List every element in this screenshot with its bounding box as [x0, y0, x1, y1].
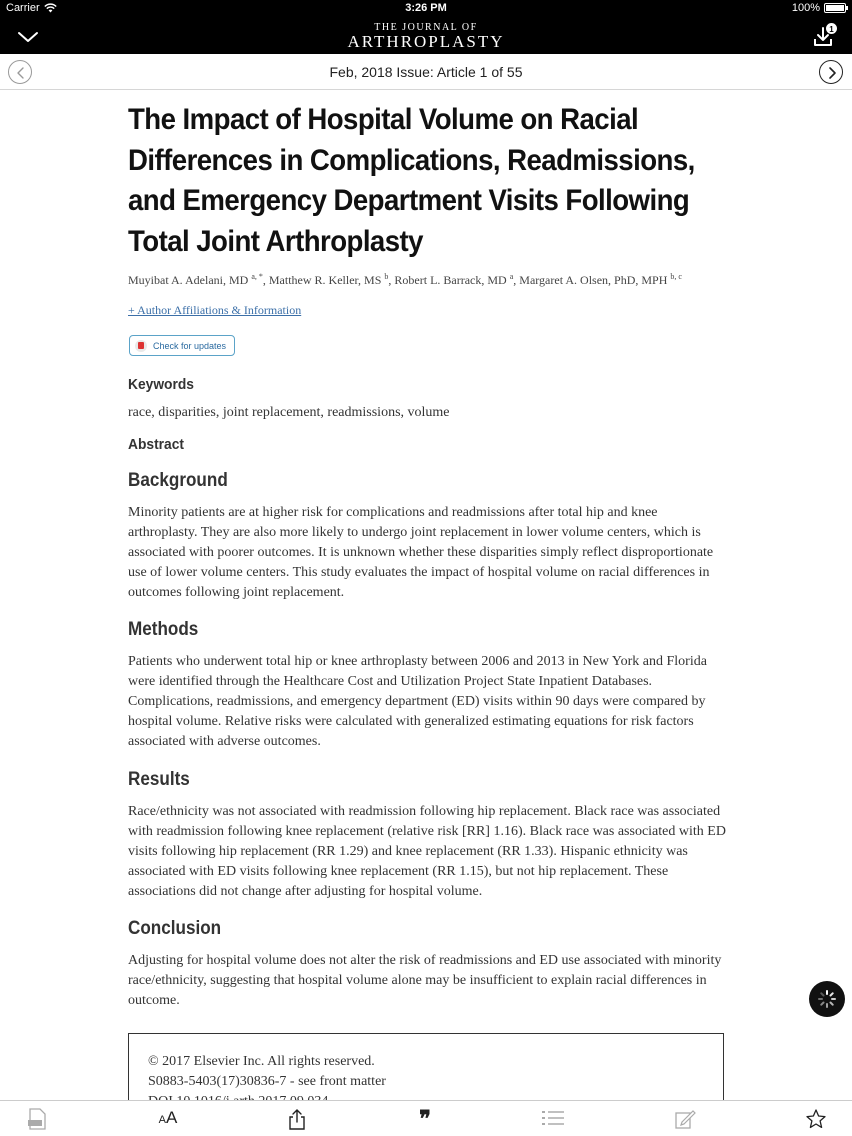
- crossmark-icon: [135, 340, 147, 352]
- copyright-line: © 2017 Elsevier Inc. All rights reserved.: [148, 1054, 375, 1069]
- author-name: Matthew R. Keller, MS: [268, 273, 382, 287]
- section-text-methods: Patients who underwent total hip or knee arthroplasty between 2006 and 2013 in New York and Florida were identified through the Healthcare Cost and Utilization Project State Inpatient Databases. Complications, readmissions, and emergency department (ED) visits within 90 days were compared by hospital volume. Relative risks were calculated with generalized estimating equations for risk factors associated with adverse outcomes.: [128, 654, 707, 749]
- abstract-heading: Abstract: [128, 436, 184, 453]
- loading-spinner: [809, 981, 845, 1017]
- author-list: Muyibat A. Adelani, MD $^{a, *}$, Matthew R. Keller, MS $^b$, Robert L. Barrack, MD $^a$, Margaret A. Olsen, PhD, MPH $^{b, c}$: [128, 272, 682, 287]
- author-affiliations-link[interactable]: + Author Affiliations & Information: [128, 303, 302, 317]
- article-nav: [0, 54, 852, 90]
- author-affil-marker: a: [509, 272, 514, 281]
- author-name: Margaret A. Olsen, PhD, MPH: [519, 273, 668, 287]
- chevron-right-icon: [820, 61, 844, 85]
- font-size-icon: AA: [158, 1108, 178, 1127]
- issn-line: S0883-5403(17)30836-7 - see front matter: [148, 1074, 386, 1089]
- section-text-background: Minority patients are at higher risk for complications and readmissions after total hip and knee arthroplasty. They are also more likely to undergo joint replacement in lower volume centers, which is associated with poorer outcomes. It is unknown whether these disparities simply reflect disproportionate use of lower volume centers. This study evaluates the impact of hospital volume on racial differences in outcomes following joint replacement.: [128, 505, 714, 600]
- share-button[interactable]: [286, 1107, 308, 1131]
- author-affil-marker: a, *: [251, 272, 263, 281]
- pdf-icon: [26, 1107, 48, 1131]
- star-icon: [805, 1108, 827, 1130]
- status-bar: [0, 0, 852, 18]
- check-for-updates-label: Check for updates: [153, 340, 227, 351]
- journal-header: [0, 18, 852, 54]
- font-size-button[interactable]: [154, 1107, 182, 1131]
- author-name: Robert L. Barrack, MD: [394, 273, 507, 287]
- author-affil-marker: b, c: [670, 272, 682, 281]
- clock: 3:26 PM: [405, 2, 447, 14]
- journal-title-small: THE JOURNAL OF: [374, 22, 478, 33]
- quote-icon: ❞: [419, 1106, 431, 1131]
- author-affil-marker: b: [384, 272, 389, 281]
- next-article-button[interactable]: [819, 60, 843, 84]
- journal-logo: [0, 22, 852, 51]
- battery-indicator: [792, 2, 846, 14]
- outline-button[interactable]: [541, 1107, 565, 1131]
- notes-button[interactable]: [673, 1107, 697, 1131]
- section-text-results: Race/ethnicity was not associated with readmission following hip replacement. Black race was associated with readmission following knee replacement (relative risk [RR] 1.16). Black race was associated with ED visits following hip replacement (RR 1.29) and knee replacement (RR 1.33). Hispanic ethnicity was associated with ED visits following knee replacement (RR 1.15), but not hip replacement. These associations did not change after adjusting for hospital volume.: [128, 804, 726, 899]
- spinner-icon: [809, 981, 845, 1017]
- keywords-text: race, disparities, joint replacement, readmissions, volume: [128, 405, 450, 420]
- author-name: Muyibat A. Adelani, MD: [128, 273, 249, 287]
- article-title: The Impact of Hospital Volume on Racial Differences in Complications, Readmissions, and Emergency Department Visits Following Total Joint Arthroplasty: [128, 103, 695, 258]
- pdf-button[interactable]: [24, 1107, 50, 1131]
- edit-icon: [674, 1108, 696, 1130]
- bookmark-button[interactable]: [804, 1107, 828, 1131]
- keywords-heading: Keywords: [128, 376, 194, 393]
- bottom-toolbar: [0, 1100, 852, 1136]
- section-text-conclusion: Adjusting for hospital volume does not alter the risk of readmissions and ED use associated with minority race/ethnicity, suggesting that hospital volume alone may be insufficient to explain racial differences in outcome.: [128, 953, 722, 1008]
- check-for-updates-button[interactable]: [129, 335, 235, 356]
- journal-title-big: ARTHROPLASTY: [347, 32, 505, 51]
- issue-label: Feb, 2018 Issue: Article 1 of 55: [329, 64, 523, 80]
- section-heading-background: Background: [128, 470, 228, 491]
- carrier-label: Carrier: [6, 2, 40, 14]
- share-icon: [287, 1107, 307, 1131]
- battery-icon: [824, 3, 846, 13]
- battery-percent: 100%: [791, 2, 820, 14]
- article-body: [128, 100, 728, 1008]
- list-icon: [541, 1108, 565, 1130]
- section-heading-methods: Methods: [128, 619, 199, 640]
- download-badge: 1: [825, 22, 838, 35]
- section-heading-results: Results: [128, 769, 190, 790]
- cite-button[interactable]: [413, 1107, 437, 1131]
- download-button[interactable]: [812, 22, 838, 50]
- section-heading-conclusion: Conclusion: [128, 918, 222, 939]
